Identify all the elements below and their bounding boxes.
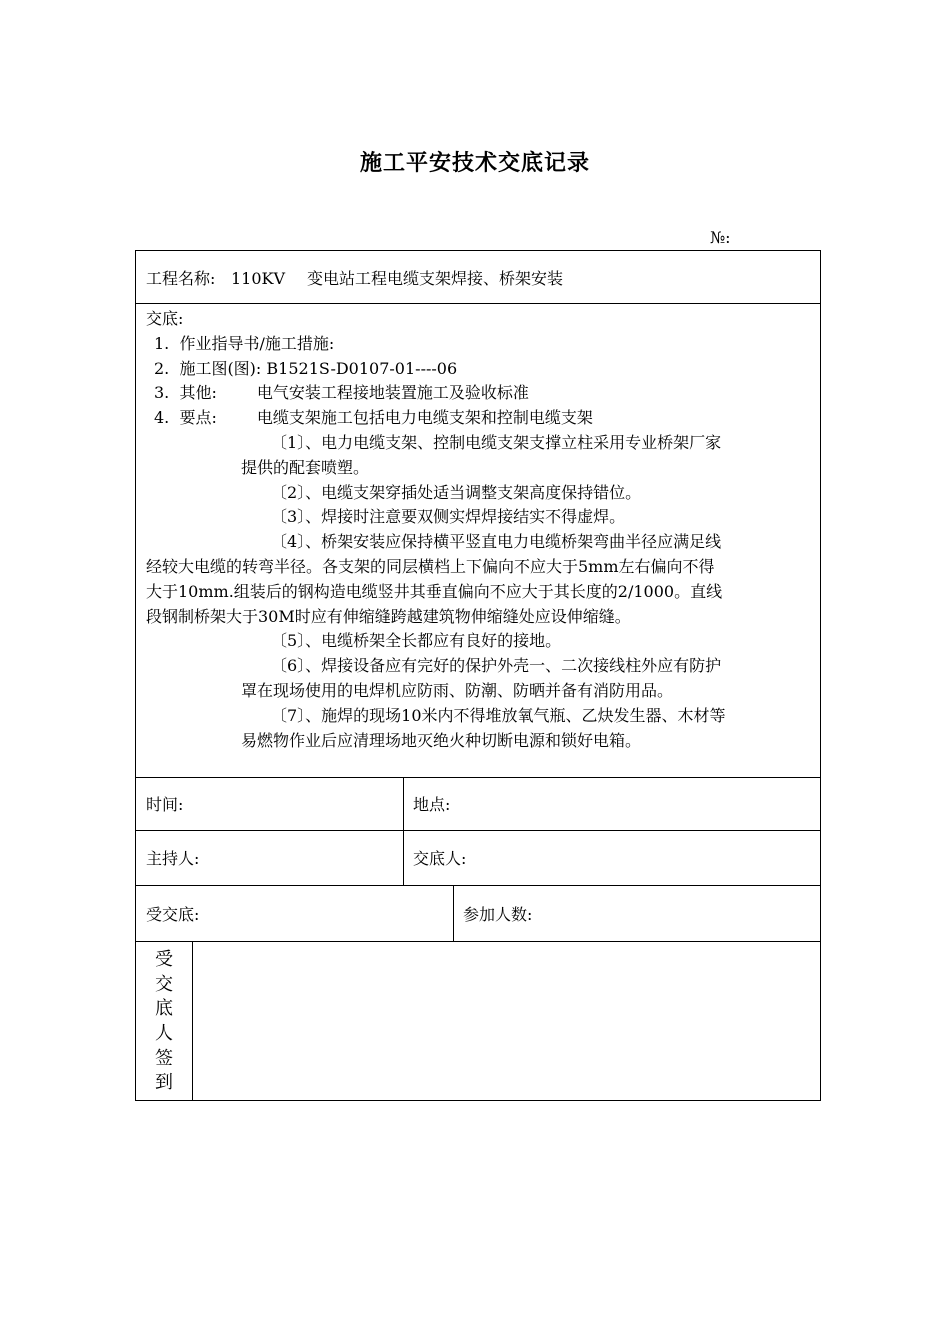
project-scope: 变电站工程电缆支架焊接、桥架安装 bbox=[307, 269, 564, 288]
divider bbox=[136, 941, 820, 942]
item-label: 作业指导书/施工措施: bbox=[179, 333, 335, 353]
briefing-item bbox=[146, 406, 816, 431]
sign-char: 人 bbox=[155, 1023, 173, 1044]
key-point-4: 〔4〕、桥架安装应保持横平竖直电力电缆桥架弯曲半径应满足线 bbox=[271, 532, 722, 552]
divider bbox=[136, 885, 820, 886]
key-point-1-cont: 提供的配套喷塑。 bbox=[241, 457, 370, 477]
key-point-4-cont: 经较大电缆的转弯半径。各支架的同层横档上下偏向不应大于5mm左右偏向不得 bbox=[146, 556, 715, 576]
key-point-6-cont: 罩在现场使用的电焊机应防雨、防潮、防晒并备有消防用品。 bbox=[241, 680, 674, 700]
briefing-heading: 交底: bbox=[146, 309, 184, 328]
recipient-field-label: 受交底: bbox=[146, 905, 200, 924]
key-point-7: 〔7〕、施焊的现场10米内不得堆放氧气瓶、乙炔发生器、木材等 bbox=[271, 705, 726, 725]
divider bbox=[453, 885, 454, 941]
place-field-label: 地点: bbox=[413, 795, 451, 814]
sign-char: 受 bbox=[155, 949, 173, 971]
sign-in-label bbox=[136, 943, 192, 1101]
briefing-item bbox=[146, 357, 816, 382]
attendees-field-label: 参加人数: bbox=[463, 905, 533, 924]
sign-char: 交 bbox=[155, 973, 173, 995]
divider bbox=[136, 777, 820, 778]
project-name-value bbox=[231, 267, 563, 291]
project-voltage: 110KV bbox=[231, 269, 286, 288]
host-field-label: 主持人: bbox=[146, 849, 200, 868]
item-label: 施工图(图): bbox=[179, 358, 262, 378]
key-point-7-cont: 易燃物作业后应清理场地灭绝火种切断电源和锁好电箱。 bbox=[241, 730, 642, 750]
key-point-3: 〔3〕、焊接时注意要双侧实焊焊接结实不得虚焊。 bbox=[271, 507, 626, 527]
item-number: 1. bbox=[154, 333, 170, 353]
time-field-label: 时间: bbox=[146, 795, 184, 814]
item-number: 3. bbox=[154, 383, 170, 403]
item-number: 4. bbox=[154, 408, 170, 428]
divider bbox=[192, 941, 193, 1101]
divider bbox=[136, 303, 820, 304]
divider bbox=[403, 777, 404, 885]
document-title: 施工平安技术交底记录 bbox=[359, 150, 590, 176]
item-label: 要点: bbox=[179, 408, 217, 428]
briefing-item bbox=[146, 332, 816, 357]
record-number-label: №: bbox=[710, 228, 731, 247]
key-point-5: 〔5〕、电缆桥架全长都应有良好的接地。 bbox=[271, 631, 562, 651]
presenter-field-label: 交底人: bbox=[413, 849, 467, 868]
key-point-4-cont: 段钢制桥架大于30M时应有伸缩缝跨越建筑物伸缩缝处应设伸缩缝。 bbox=[146, 606, 631, 626]
item-value: 电气安装工程接地装置施工及验收标准 bbox=[256, 383, 529, 403]
sign-char: 签 bbox=[155, 1047, 173, 1069]
briefing-record-table bbox=[135, 250, 821, 1101]
item-number: 2. bbox=[154, 358, 170, 378]
project-name-label: 工程名称: bbox=[146, 269, 216, 288]
item-label: 其他: bbox=[179, 383, 217, 403]
drawing-number: B1521S-D0107-01----06 bbox=[266, 358, 458, 378]
key-point-6: 〔6〕、焊接设备应有完好的保护外壳一、二次接线柱外应有防护 bbox=[271, 656, 722, 676]
briefing-section bbox=[146, 307, 816, 753]
key-point-2: 〔2〕、电缆支架穿插处适当调整支架高度保持错位。 bbox=[271, 482, 642, 502]
sign-char: 底 bbox=[155, 998, 173, 1020]
item-value: 电缆支架施工包括电力电缆支架和控制电缆支架 bbox=[256, 408, 593, 428]
sign-char: 到 bbox=[155, 1072, 173, 1094]
briefing-item bbox=[146, 381, 816, 406]
key-point-4-cont: 大于10mm.组装后的钢构造电缆竖井其垂直偏向不应大于其长度的2/1000。直线 bbox=[146, 581, 723, 601]
key-point-1: 〔1〕、电力电缆支架、控制电缆支架支撑立柱采用专业桥架厂家 bbox=[271, 432, 722, 452]
divider bbox=[136, 830, 820, 831]
